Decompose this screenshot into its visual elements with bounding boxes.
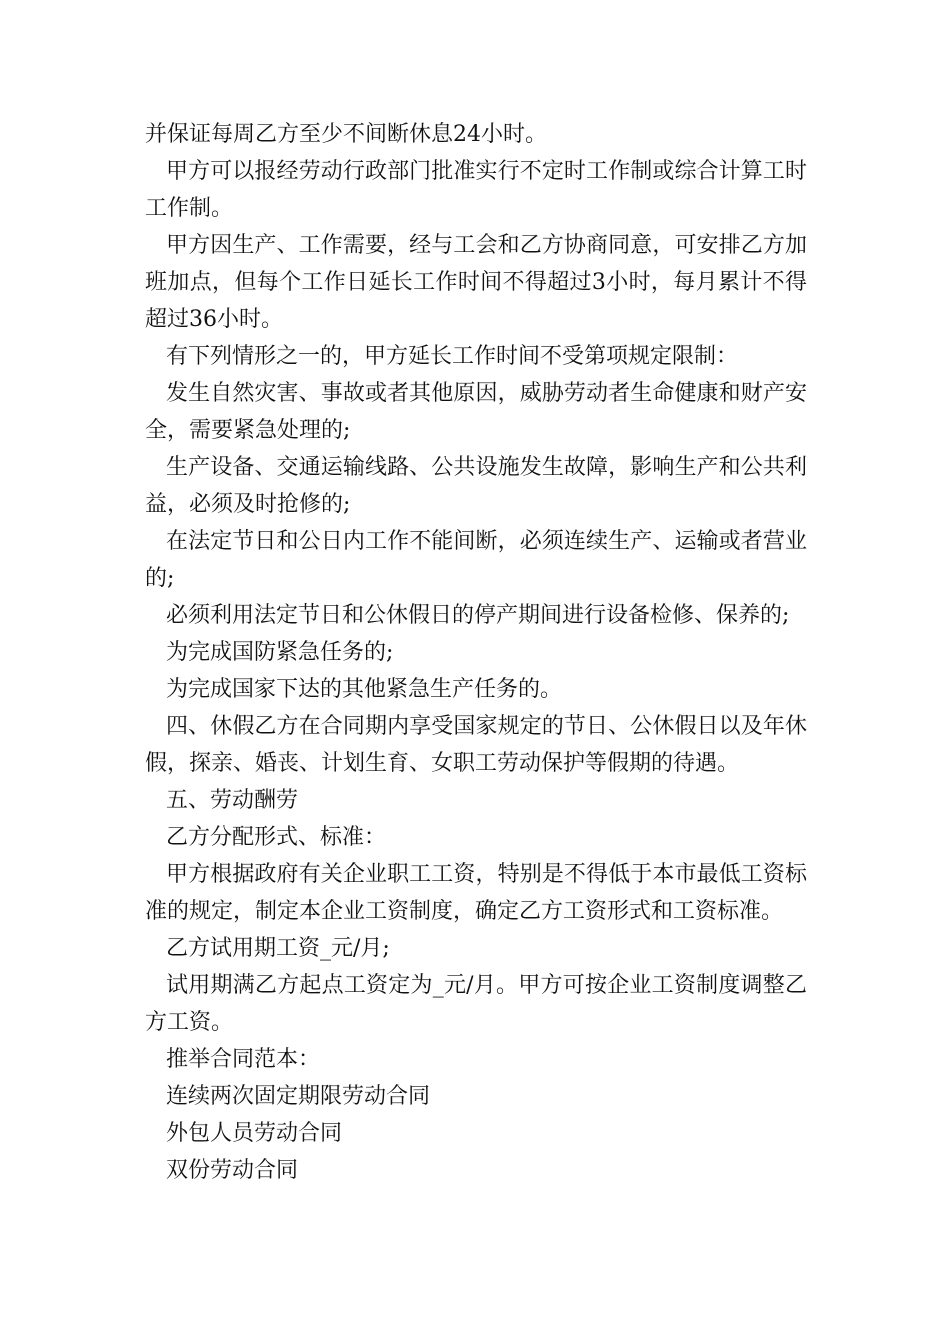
paragraph-rest-guarantee: 并保证每周乙方至少不间断休息24小时。 [145, 122, 547, 147]
paragraph-distribution-form: 乙方分配形式、标准： [166, 825, 387, 850]
paragraph-exception-equipment: 生产设备、交通运输线路、公共设施发生故障，影响生产和公共利益，必须及时抢修的; [145, 455, 807, 517]
document-body [145, 116, 807, 1189]
paragraph-exceptions-intro: 有下列情形之一的，甲方延长工作时间不受第项规定限制： [166, 344, 739, 369]
paragraph-exception-continuous: 在法定节日和公日内工作不能间断，必须连续生产、运输或者营业的; [145, 529, 807, 591]
paragraph-recommended-templates: 推举合同范本： [166, 1047, 321, 1072]
link-template-consecutive-contract: 连续两次固定期限劳动合同 [166, 1084, 431, 1109]
paragraph-exception-maintenance: 必须利用法定节日和公休假日的停产期间进行设备检修、保养的; [166, 603, 790, 628]
paragraph-exception-state-task: 为完成国家下达的其他紧急生产任务的。 [166, 677, 563, 702]
paragraph-exception-defense: 为完成国防紧急任务的; [166, 640, 394, 665]
link-template-outsourced-contract: 外包人员劳动合同 [166, 1121, 343, 1146]
heading-section-remuneration: 五、劳动酬劳 [166, 788, 299, 813]
paragraph-starting-wage: 试用期满乙方起点工资定为_元/月。甲方可按企业工资制度调整乙方工资。 [145, 973, 807, 1035]
paragraph-wage-standard: 甲方根据政府有关企业职工工资，特别是不得低于本市最低工资标准的规定，制定本企业工资制度，确定乙方工资形式和工资标准。 [145, 862, 807, 924]
paragraph-exception-disaster: 发生自然灾害、事故或者其他原因，威胁劳动者生命健康和财产安全，需要紧急处理的; [145, 381, 807, 443]
paragraph-overtime-limit: 甲方因生产、工作需要，经与工会和乙方协商同意，可安排乙方加班加点，但每个工作日延长工作时间不得超过3小时，每月累计不得超过36小时。 [145, 233, 807, 332]
link-template-duplicate-contract: 双份劳动合同 [166, 1158, 299, 1183]
paragraph-flexible-hours: 甲方可以报经劳动行政部门批准实行不定时工作制或综合计算工时工作制。 [145, 159, 807, 221]
paragraph-section-vacation: 四、休假乙方在合同期内享受国家规定的节日、公休假日以及年休假，探亲、婚丧、计划生育、女职工劳动保护等假期的待遇。 [145, 714, 807, 776]
paragraph-probation-wage: 乙方试用期工资_元/月; [166, 936, 390, 961]
